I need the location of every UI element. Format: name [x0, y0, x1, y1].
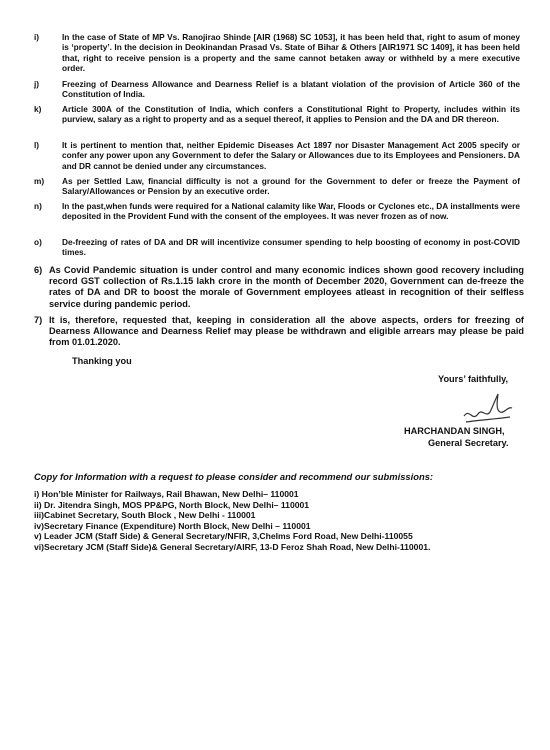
- signatory-designation: General Secretary.: [428, 438, 509, 448]
- sub-item-label: n): [34, 201, 42, 211]
- sub-item-label: m): [34, 176, 45, 186]
- sub-item-n: [34, 201, 520, 222]
- copy-line: iv)Secretary Finance (Expenditure) North Block, New Delhi – 110001: [34, 520, 311, 531]
- sub-item-label: l): [34, 140, 40, 150]
- main-item-label: 7): [34, 315, 43, 325]
- copy-line: vi)Secretary JCM (Staff Side)& General Secretary/AIRF, 13-D Feroz Shah Road, New Delhi-110001.: [34, 541, 431, 552]
- sub-item-text: De-freezing of rates of DA and DR will incentivize consumer spending to help boosting of economy in post-COVID times.: [62, 237, 520, 258]
- sub-item-text: Freezing of Dearness Allowance and Dearness Relief is a blatant violation of the provision of Article 360 of the Constitution of India.: [62, 79, 520, 100]
- sub-item-label: i): [34, 32, 40, 42]
- copy-list: [34, 489, 524, 553]
- copy-line: v) Leader JCM (Staff Side) & General Secretary/NFIR, 3,Chelms Ford Road, New Delhi-110055: [34, 531, 413, 542]
- thanking-text: Thanking you: [72, 356, 132, 366]
- sub-item-l: [34, 140, 520, 171]
- sub-item-text: In the past,when funds were required for a National calamity like War, Floods or Cyclones etc., DA installments were deposited in the Provident Fund with the consent of the employees. It was never frozen as of now.: [62, 201, 520, 222]
- main-item-text: As Covid Pandemic situation is under control and many economic indices shown good recovery including record GST collection of Rs.1.15 lakh crore in the month of December 2020, Government can de-freeze the rates of DA and DR to boost the morale of Government employees atleast in recognition of their selfless service during pandemic period.: [49, 265, 524, 309]
- sub-item-j: [34, 79, 520, 100]
- yours-faithfully: Yours’ faithfully,: [438, 374, 509, 384]
- copy-line: i) Hon’ble Minister for Railways, Rail Bhawan, New Delhi– 110001: [34, 489, 299, 499]
- sub-item-m: [34, 176, 520, 197]
- main-item-7: [34, 315, 524, 349]
- sub-item-label: j): [34, 79, 40, 89]
- main-item-text: It is, therefore, requested that, keeping in consideration all the above aspects, orders for freezing of Dearness Allowance and Dearness Relief may please be withdrawn and eligible arrears may please be paid from 01.01.2020.: [49, 315, 524, 348]
- sub-item-text: As per Settled Law, financial difficulty is not a ground for the Government to defer or freeze the Payment of Salary/Allowances or Pension by an executive order.: [62, 176, 520, 197]
- main-item-6: [34, 265, 524, 310]
- copy-heading: Copy for Information with a request to please consider and recommend our submissions:: [34, 471, 434, 482]
- sub-item-o: [34, 237, 520, 258]
- sub-item-label: o): [34, 237, 42, 247]
- copy-line: iii)Cabinet Secretary, South Block , New Delhi - 110001: [34, 510, 256, 521]
- signature-image: [460, 388, 520, 428]
- sub-item-text: In the case of State of MP Vs. Ranojirao Shinde [AIR (1968) SC 1053], it has been held that, right to asum of money is ‘property’. In the decision in Deokinandan Prasad Vs. State of Bihar & Others [AIR1971 SC 1409], it has been held that, right to receive pension is a property and the same cannot betaken away or withheld by a mere executive order.: [62, 32, 520, 74]
- main-item-label: 6): [34, 265, 43, 275]
- sub-item-text: It is pertinent to mention that, neither Epidemic Diseases Act 1897 nor Disaster Management Act 2005 specify or confer any power upon any Government to defer the Salary or Allowances due to its Employees and Pensioners. DA and DR cannot be denied under any circumstances.: [62, 140, 520, 171]
- copy-line: ii) Dr. Jitendra Singh, MOS PP&PG, North Block, New Delhi– 110001: [34, 499, 310, 510]
- sub-item-k: [34, 104, 520, 125]
- signatory-name: HARCHANDAN SINGH,: [404, 426, 505, 436]
- sub-item-label: k): [34, 104, 42, 114]
- sub-item-i: [34, 32, 520, 74]
- sub-item-text: Article 300A of the Constitution of India, which confers a Constitutional Right to Property, includes within its purview, salary as a right to property and as a sequel thereof, it applies to Pension and the DA and DR thereon.: [62, 104, 520, 125]
